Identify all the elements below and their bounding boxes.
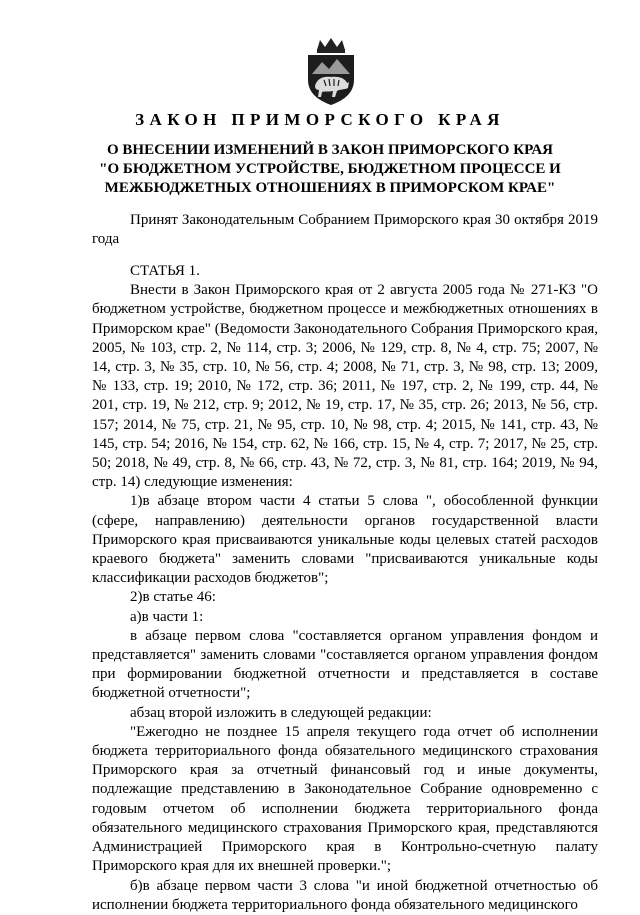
law-subtitle <box>92 141 568 198</box>
subtitle-line: МЕЖБЮДЖЕТНЫХ ОТНОШЕНИЯХ В ПРИМОРСКОМ КРАЕ" <box>104 180 556 196</box>
article-paragraph: 1)в абзаце втором части 4 статьи 5 слова ", обособленной функции (сфере, направлению) деятельности органов государственной власти Приморского края присваиваются уникальные коды целевых статей расходов краевого бюджета" заменить словами "присваиваются уникальные коды классификации расходов бюджетов"; <box>92 493 598 587</box>
subtitle-line: О ВНЕСЕНИИ ИЗМЕНЕНИЙ В ЗАКОН ПРИМОРСКОГО КРАЯ <box>107 142 553 158</box>
adoption-note: Принят Законодательным Собранием Приморского края 30 октября 2019 года <box>92 212 598 248</box>
article-paragraph: а)в части 1: <box>130 608 204 625</box>
article-body <box>92 262 598 915</box>
article-heading: СТАТЬЯ 1. <box>130 263 200 279</box>
article-paragraph: "Ежегодно не позднее 15 апреля текущего года отчет об исполнении бюджета территориального фонда обязательного медицинского страхования Приморского края за отчетный финансовый год и иные документы, подлежащие представлению в Законодательное Собрание одновременно с годовым отчетом об исполнении бюджета территориального фонда обязательного медицинского страхования Приморского края, представляются Администрацией Приморского края в Контрольно-счетную палату Приморского края для их внешней проверки."; <box>92 723 598 875</box>
article-paragraph: в абзаце первом слова "составляется органом управления фондом и представляется" заменить словами "составляется органом управления фондом при формировании бюджетной отчетности и представляется в составе бюджетной отчетности"; <box>92 627 598 702</box>
law-title: ЗАКОН ПРИМОРСКОГО КРАЯ <box>135 110 505 129</box>
subtitle-line: "О БЮДЖЕТНОМ УСТРОЙСТВЕ, БЮДЖЕТНОМ ПРОЦЕССЕ И <box>99 161 561 177</box>
article-paragraph: 2)в статье 46: <box>130 589 216 606</box>
article-paragraph: абзац второй изложить в следующей редакции: <box>130 704 432 721</box>
primorsky-coat-of-arms-icon <box>300 36 362 106</box>
article-paragraph: Внести в Закон Приморского края от 2 августа 2005 года № 271-КЗ "О бюджетном устройстве, бюджетном процессе и межбюджетных отношениях в Приморском крае" (Ведомости Законодательного Собрания Приморского края, 2005, № 103, стр. 2, № 114, стр. 3; 2006, № 129, стр. 8, № 4, стр. 75; 2007, № 14, стр. 3, № 35, стр. 10, № 56, стр. 4; 2008, № 71, стр. 3, № 98, стр. 13; 2009, № 133, стр. 19; 2010, № 172, стр. 36; 2011, № 197, стр. 2, № 199, стр. 44, № 201, стр. 19, № 212, стр. 9; 2012, № 19, стр. 17, № 35, стр. 26; 2013, № 56, стр. 157; 2014, № 75, стр. 21, № 95, стр. 10, № 98, стр. 4; 2015, № 141, стр. 43, № 145, стр. 54; 2016, № 154, стр. 62, № 166, стр. 15, № 4, стр. 7; 2017, № 25, стр. 50; 2018, № 49, стр. 8, № 66, стр. 43, № 72, стр. 3, № 81, стр. 164; 2019, № 94, стр. 14) следующие изменения: <box>92 282 598 491</box>
article-paragraph: б)в абзаце первом части 3 слова "и иной бюджетной отчетностью об исполнении бюджета территориального фонда обязательного медицинского <box>92 877 598 913</box>
adoption-block <box>92 211 598 249</box>
